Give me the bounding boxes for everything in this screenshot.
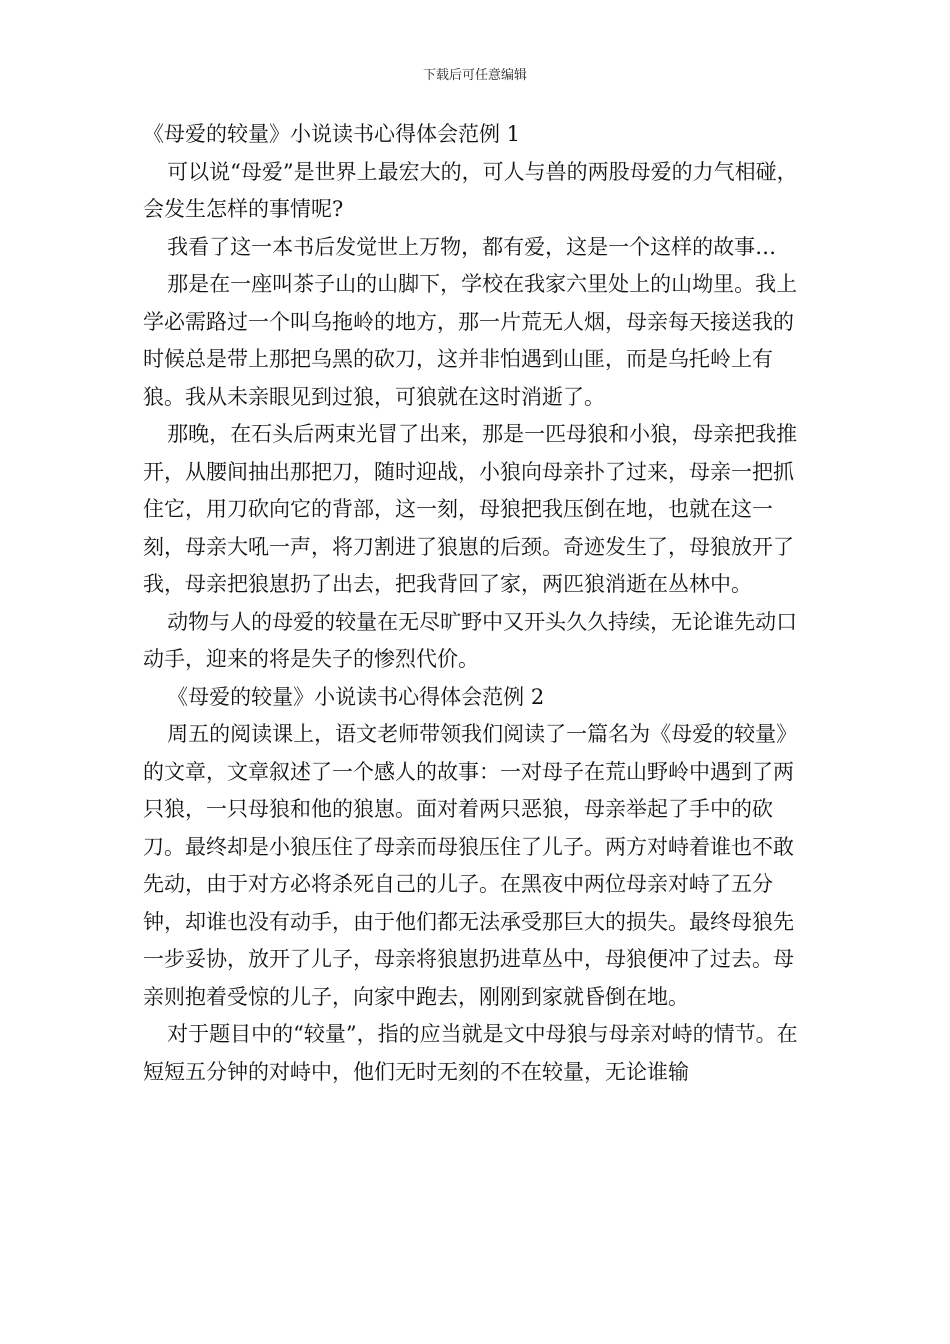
article-title-2: 《母爱的较量》小说读书心得体会范例 2 bbox=[167, 684, 545, 709]
page-header: 下载后可任意编辑 bbox=[422, 68, 527, 83]
paragraph-3: 那是在一座叫茶子山的山脚下，学校在我家六里处上的山坳里。我上学必需路过一个叫乌拖岭的地方，那一片荒无人烟，母亲每天接送我的时候总是带上那把乌黑的砍刀，这并非怕遇到山匪，而是乌托岭上有狼。我从未亲眼见到过狼，可狼就在这时消逝了。 bbox=[143, 272, 798, 409]
paragraph-4: 那晚，在石头后两束光冒了出来，那是一匹母狼和小狼，母亲把我推开，从腰间抽出那把刀，随时迎战，小狼向母亲扑了过来，母亲一把抓住它，用刀砍向它的背部，这一刻，母狼把我压倒在地，也就在这一刻，母亲大吼一声，将刀割进了狼崽的后颈。奇迹发生了，母狼放开了我，母亲把狼崽扔了出去，把我背回了家，两匹狼消逝在丛林中。 bbox=[143, 422, 798, 596]
paragraph-7: 对于题目中的“较量”，指的应当就是文中母狼与母亲对峙的情节。在短短五分钟的对峙中，他们无时无刻的不在较量，无论谁输 bbox=[143, 1022, 798, 1084]
paragraph-5: 动物与人的母爱的较量在无尽旷野中又开头久久持续，无论谁先动口动手，迎来的将是失子的惨烈代价。 bbox=[143, 609, 798, 671]
paragraph-6: 周五的阅读课上，语文老师带领我们阅读了一篇名为《母爱的较量》的文章，文章叙述了一个感人的故事：一对母子在荒山野岭中遇到了两只狼，一只母狼和他的狼崽。面对着两只恶狼，母亲举起了手中的砍刀。最终却是小狼压住了母亲而母狼压住了儿子。两方对峙着谁也不敢先动，由于对方必将杀死自己的儿子。在黑夜中两位母亲对峙了五分钟，却谁也没有动手，由于他们都无法承受那巨大的损失。最终母狼先一步妥协，放开了儿子，母亲将狼崽扔进草丛中，母狼便冲了过去。母亲则抱着受惊的儿子，向家中跑去，刚刚到家就昏倒在地。 bbox=[143, 722, 798, 1009]
paragraph-1: 可以说“母爱”是世界上最宏大的，可人与兽的两股母爱的力气相碰，会发生怎样的事情呢? bbox=[143, 159, 798, 221]
paragraph-2: 我看了这一本书后发觉世上万物，都有爱，这是一个这样的故事… bbox=[167, 234, 777, 259]
article-title-1: 《母爱的较量》小说读书心得体会范例 1 bbox=[143, 122, 521, 146]
document-body bbox=[143, 116, 807, 1091]
